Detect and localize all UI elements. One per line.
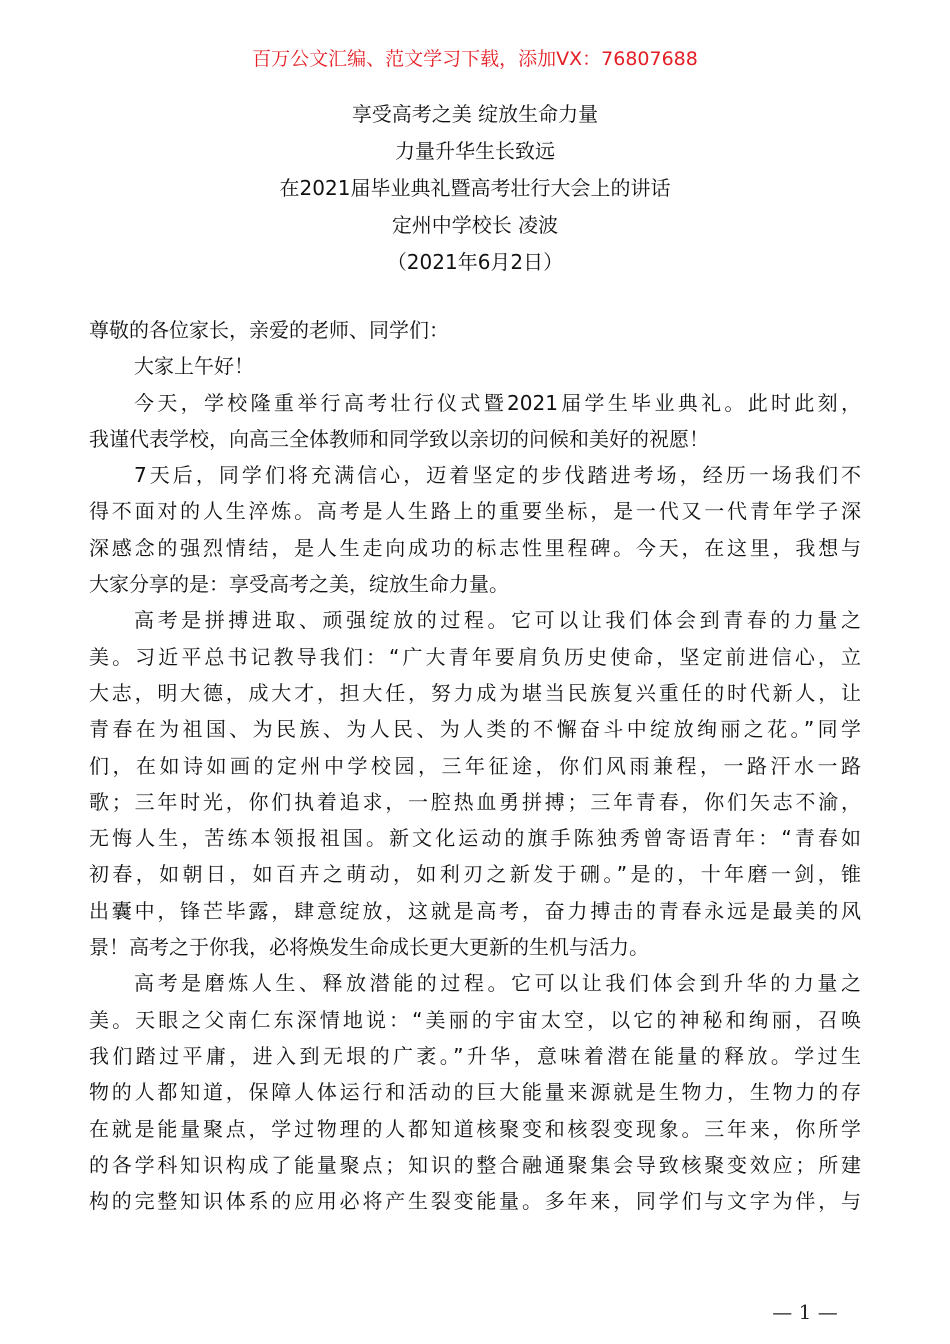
text-line: 无悔人生，苦练本领报祖国。新文化运动的旗手陈独秀曾寄语青年：“青春如 xyxy=(89,826,861,851)
text-line: 大家分享的是：享受高考之美，绽放生命力量。 xyxy=(89,572,509,597)
text-line: 得不面对的人生淬炼。高考是人生路上的重要坐标，是一代又一代青年学子深 xyxy=(89,499,861,524)
text-line: 尊敬的各位家长，亲爱的老师、同学们： xyxy=(89,318,449,342)
text-line: 高考是磨炼人生、释放潜能的过程。它可以让我们体会到升华的力量之 xyxy=(134,971,861,996)
text-line: 初春，如朝日，如百卉之萌动，如利刃之新发于硎。”是的，十年磨一剑，锥 xyxy=(89,862,861,887)
text-line: 物的人都知道，保障人体运行和活动的巨大能量来源就是生物力，生物力的存 xyxy=(89,1080,861,1105)
text-line: 构的完整知识体系的应用必将产生裂变能量。多年来，同学们与文字为伴，与 xyxy=(89,1189,861,1214)
text-line: 美。习近平总书记教导我们：“广大青年要肩负历史使命，坚定前进信心，立 xyxy=(89,644,861,669)
text-line: 7天后，同学们将充满信心，迈着坚定的步伐踏进考场，经历一场我们不 xyxy=(134,463,861,488)
occasion-line: 在2021届毕业典礼暨高考壮行大会上的讲话 xyxy=(279,176,671,200)
text-line: 歌；三年时光，你们执着追求，一腔热血勇拼搏；三年青春，你们矢志不渝， xyxy=(89,789,861,814)
text-line: 在就是能量聚点，学过物理的人都知道核聚变和核裂变现象。三年来，你所学 xyxy=(89,1116,861,1141)
speech-body xyxy=(89,312,861,1219)
text-line: 大家上午好！ xyxy=(134,354,254,379)
text-line: 大志，明大德，成大才，担大任，努力成为堪当民族复兴重任的时代新人，让 xyxy=(89,680,861,705)
text-line: 我谨代表学校，向高三全体教师和同学致以亲切的问候和美好的祝愿！ xyxy=(89,426,709,451)
text-line: 们，在如诗如画的定州中学校园，三年征途，你们风雨兼程，一路汗水一路 xyxy=(89,753,861,778)
author-line: 定州中学校长 凌波 xyxy=(391,213,559,237)
page-number: — 1 — xyxy=(772,1300,838,1324)
text-line: 深感念的强烈情结，是人生走向成功的标志性里程碑。今天，在这里，我想与 xyxy=(89,535,861,560)
text-line: 青春在为祖国、为民族、为人民、为人类的不懈奋斗中绽放绚丽之花。”同学 xyxy=(89,717,861,742)
main-title: 享受高考之美 绽放生命力量 xyxy=(351,102,599,126)
text-line: 今天，学校隆重举行高考壮行仪式暨2021届学生毕业典礼。此时此刻， xyxy=(134,390,861,415)
document-title-block xyxy=(0,96,950,281)
text-line: 的各学科知识构成了能量聚点；知识的整合融通聚集会导致核聚变效应；所建 xyxy=(89,1152,861,1177)
text-line: 景！高考之于你我，必将焕发生命成长更大更新的生机与活力。 xyxy=(89,935,649,960)
date-line: （2021年6月2日） xyxy=(386,250,564,274)
text-line: 高考是拼搏进取、顽强绽放的过程。它可以让我们体会到青春的力量之 xyxy=(134,608,861,633)
text-line: 出囊中，锋芒毕露，肆意绽放，这就是高考，奋力搏击的青春永远是最美的风 xyxy=(89,898,861,923)
subtitle: 力量升华生长致远 xyxy=(395,139,555,163)
text-line: 我们踏过平庸，进入到无垠的广袤。”升华，意味着潜在能量的释放。学过生 xyxy=(89,1043,861,1068)
text-line: 美。天眼之父南仁东深情地说：“美丽的宇宙太空，以它的神秘和绚丽，召唤 xyxy=(89,1007,861,1032)
watermark-banner: 百万公文汇编、范文学习下载，添加VX：76807688 xyxy=(252,48,698,70)
